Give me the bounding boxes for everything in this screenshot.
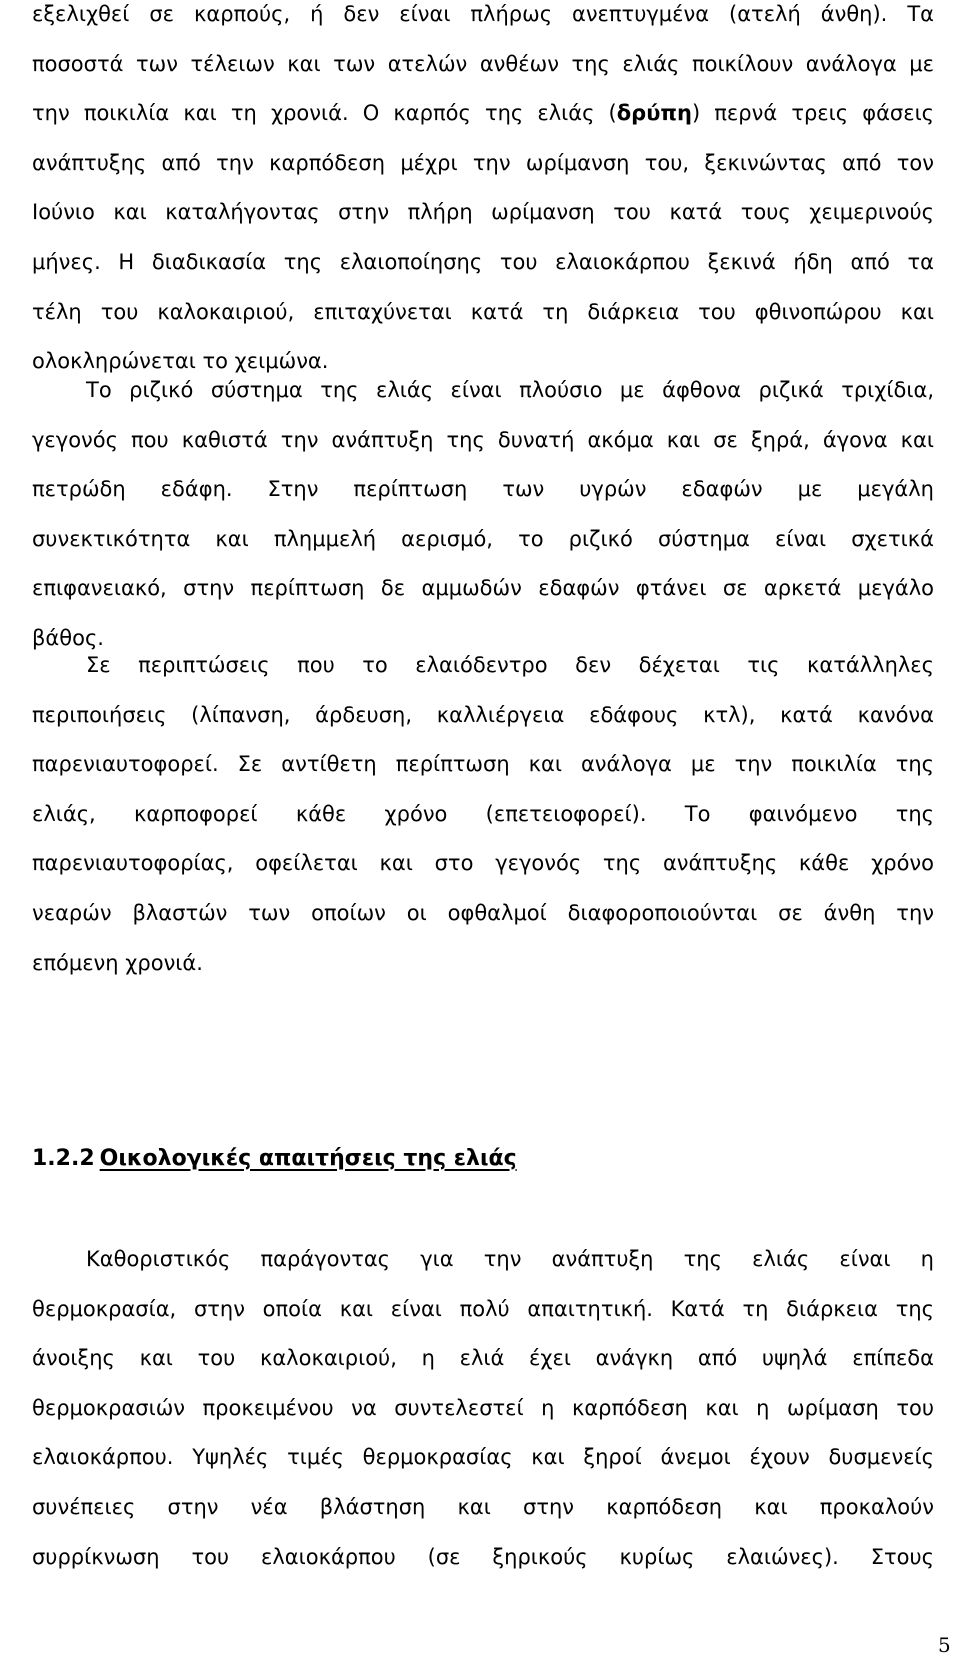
bold-term-drupe: δρύπη (616, 101, 692, 126)
text-line: ελιάς, καρποφορεί κάθε χρόνο (επετειοφορεί). Το φαινόμενο της (32, 801, 934, 826)
text-line: ποσοστά των τέλειων και των ατελών ανθέων της ελιάς ποικίλουν ανάλογα με (32, 51, 934, 76)
text-line: παρενιαυτοφορεί. Σε αντίθετη περίπτωση και ανάλογα με την ποικιλία της (32, 752, 934, 777)
text-line: περιποιήσεις (λίπανση, άρδευση, καλλιέργεια εδάφους κτλ), κατά κανόνα (32, 702, 934, 727)
text-line: Καθοριστικός παράγοντας για την ανάπτυξη της ελιάς είναι η (86, 1247, 934, 1271)
text-line: εξελιχθεί σε καρπούς, ή δεν είναι πλήρως ανεπτυγμένα (ατελή άνθη). Τα (32, 2, 934, 26)
text-line: πετρώδη εδάφη. Στην περίπτωση των υγρών εδαφών με μεγάλη (32, 477, 934, 502)
paragraph-temperature (32, 1235, 934, 1582)
paragraph-alternate-bearing (32, 641, 934, 988)
text-line: νεαρών βλαστών των οποίων οι οφθαλμοί διαφοροποιούνται σε άνθη την (32, 900, 934, 925)
section-title: Οικολογικές απαιτήσεις της ελιάς (99, 1146, 517, 1171)
section-number: 1.2.2 (32, 1146, 95, 1171)
text-fragment: την ποικιλία και τη χρονιά. Ο καρπός της ελιάς ( (32, 101, 617, 126)
text-line: μήνες. Η διαδικασία της ελαιοποίησης του ελαιοκάρπου ξεκινά ήδη από τα (32, 249, 934, 274)
text-line: βάθος. (32, 625, 104, 650)
text-line: συρρίκνωση του ελαιοκάρπου (σε ξηρικούς κυρίως ελαιώνες). Στους (32, 1544, 934, 1569)
text-line: ολοκληρώνεται το χειμώνα. (32, 349, 329, 374)
text-fragment: ) περνά τρεις φάσεις (691, 101, 934, 126)
text-line: ελαιοκάρπου. Υψηλές τιμές θερμοκρασίας και ξηροί άνεμοι έχουν δυσμενείς (32, 1445, 934, 1470)
text-line: παρενιαυτοφορίας, οφείλεται και στο γεγονός της ανάπτυξης κάθε χρόνο (32, 851, 934, 876)
text-line: τέλη του καλοκαιριού, επιταχύνεται κατά τη διάρκεια του φθινοπώρου και (32, 299, 934, 324)
paragraph-fruit-development (32, 0, 934, 387)
text-line: γεγονός που καθιστά την ανάπτυξη της δυνατή ακόμα και σε ξηρά, άγονα και (32, 427, 934, 452)
text-line: επιφανειακό, στην περίπτωση δε αμμωδών εδαφών φτάνει σε αρκετά μεγάλο (32, 576, 934, 601)
page-number: 5 (938, 1633, 951, 1657)
section-heading (32, 1139, 517, 1179)
text-line: θερμοκρασιών προκειμένου να συντελεστεί η καρπόδεση και η ωρίμαση του (32, 1395, 934, 1420)
text-line: συνεκτικότητα και πλημμελή αερισμό, το ριζικό σύστημα είναι σχετικά (32, 526, 934, 551)
text-line: Σε περιπτώσεις που το ελαιόδεντρο δεν δέχεται τις κατάλληλες (86, 653, 934, 677)
text-line: Ιούνιο και καταλήγοντας στην πλήρη ωρίμανση του κατά τους χειμερινούς (32, 200, 934, 225)
paragraph-root-system (32, 366, 934, 664)
text-line (32, 89, 934, 139)
text-line: άνοιξης και του καλοκαιριού, η ελιά έχει ανάγκη από υψηλά επίπεδα (32, 1346, 934, 1371)
text-line: Το ριζικό σύστημα της ελιάς είναι πλούσιο με άφθονα ριζικά τριχίδια, (86, 378, 934, 402)
text-line: θερμοκρασία, στην οποία και είναι πολύ απαιτητική. Κατά τη διάρκεια της (32, 1296, 934, 1321)
text-line: επόμενη χρονιά. (32, 950, 203, 975)
text-line: ανάπτυξης από την καρπόδεση μέχρι την ωρίμανση του, ξεκινώντας από τον (32, 150, 934, 175)
text-line: συνέπειες στην νέα βλάστηση και στην καρπόδεση και προκαλούν (32, 1494, 934, 1519)
